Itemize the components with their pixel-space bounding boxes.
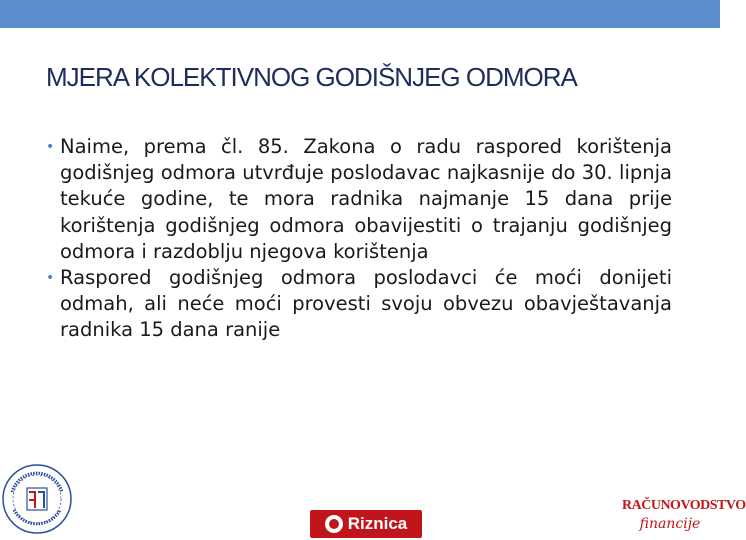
association-seal-logo [0, 462, 74, 536]
bullet-icon: • [46, 139, 55, 155]
bullet-text: Raspored godišnjeg odmora poslodavci će moći donijeti odmah, ali neće moći provesti svoju obvezu obavještavanja radnika 15 dana ranije [60, 266, 672, 342]
bullet-list [46, 134, 672, 344]
riznica-logo-text: Riznica [347, 514, 408, 533]
riznica-logo [310, 510, 422, 538]
top-accent-bar [0, 0, 720, 28]
bullet-item [46, 265, 672, 344]
bullet-text: Naime, prema čl. 85. Zakona o radu raspored korištenja godišnjeg odmora utvrđuje poslodavac najkasnije do 30. lipnja tekuće godine, te mora radnika najmanje 15 dana prije korištenja godišnjeg odmora obavijestiti o trajanju godišnjeg odmora i razdoblju njegova korištenja [60, 135, 672, 263]
bullet-icon: • [46, 270, 55, 287]
racunovodstvo-logo-text: RAČUNOVODSTVO [622, 498, 746, 513]
financije-logo-text: financije [639, 516, 701, 532]
slide-title: MJERA KOLEKTIVNOG GODIŠNJEG ODMORA [46, 62, 577, 92]
racunovodstvo-financije-logo [622, 498, 746, 538]
bullet-item [46, 134, 672, 265]
riznica-emblem-icon [325, 515, 343, 533]
